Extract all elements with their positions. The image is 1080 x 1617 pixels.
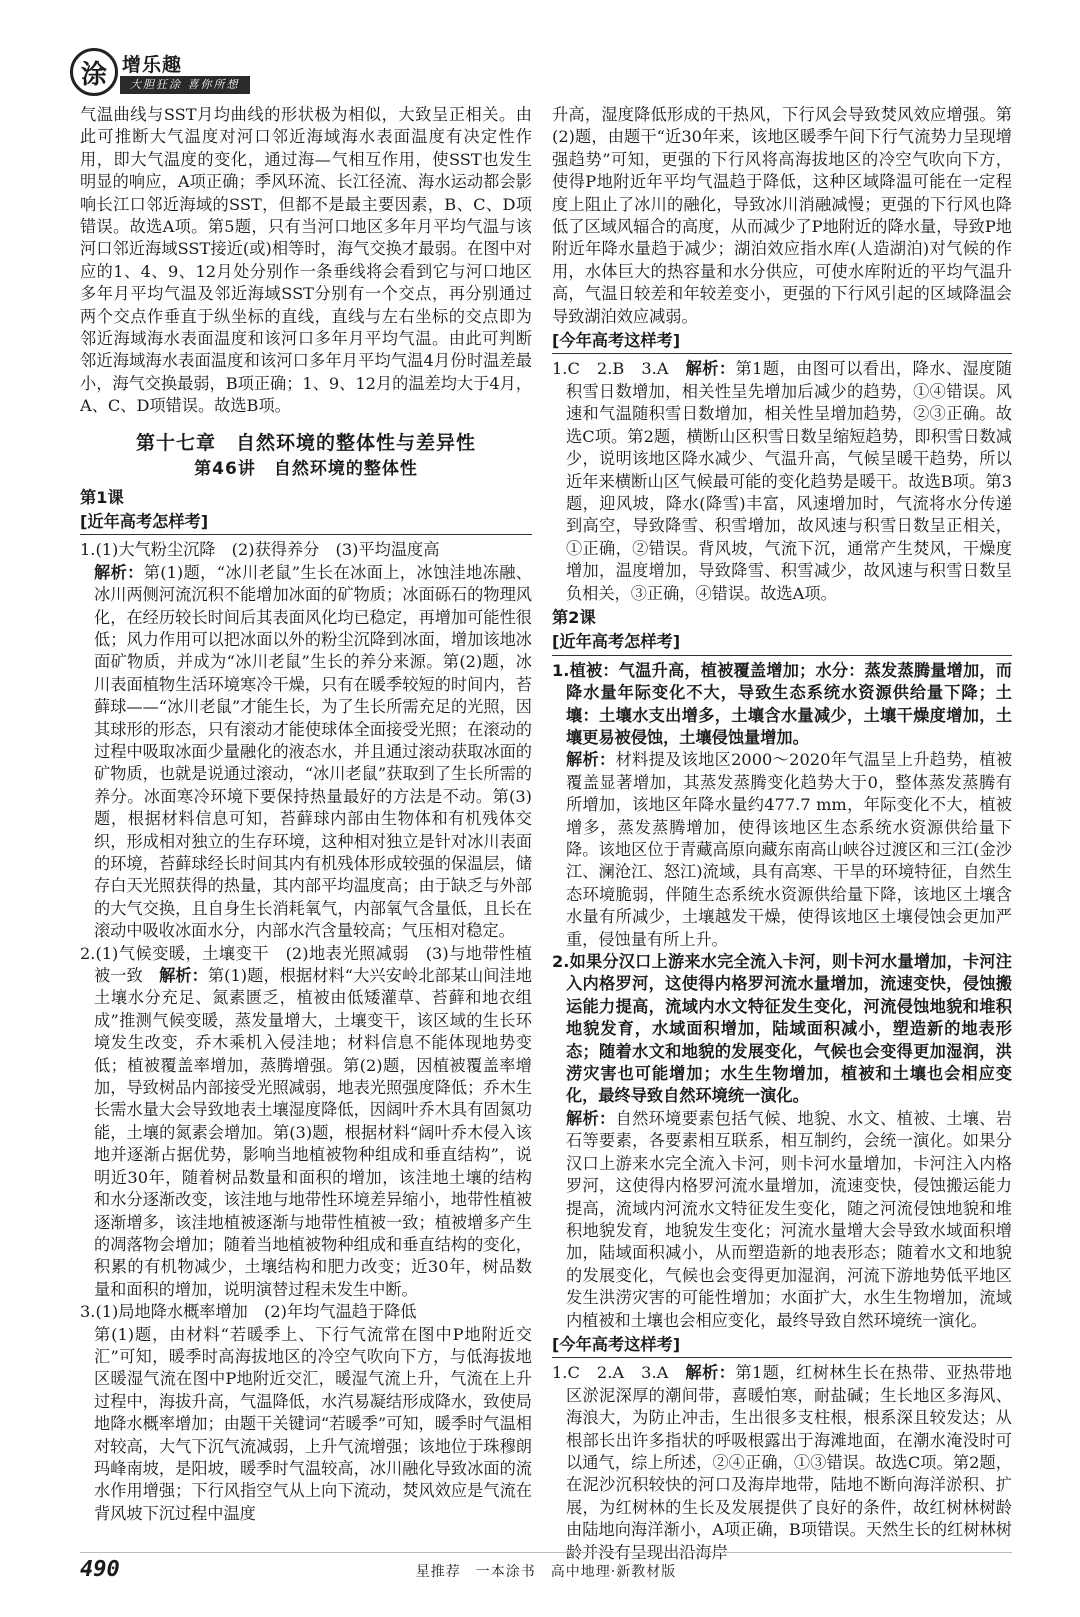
analysis-label: 解析： [566, 750, 616, 770]
answer-q2-head: 2.(1)气候变暖，土壤变干 (2)地表光照减弱 (3)与地带性植被一致 [80, 943, 532, 986]
brand-name: 增乐趣 [122, 54, 183, 76]
answer-q1 [80, 539, 532, 942]
footer-book-title: 星推荐 一本涂书 高中地理·新教材版 [415, 1564, 677, 1580]
answer-r2 [552, 951, 1012, 1332]
answer-q3-body: 第(1)题，由材料“若暖季上、下行气流常在图中P地附近交汇”可知，暖季时高海拔地区的冷空气吹向下方，与低海拔地区暖湿气流在图中P地附近交汇，暖湿气流上升，气流在上升过程中，海拔升高，气温降低，水汽易凝结形成降水，致使局地降水概率增加；由题干关键词“若暖季”可知，暖季时气温相对较高，大气下沉气流减弱，上升气流增强；该地位于珠穆朗玛峰南坡，是阳坡，暖季时气温较高，冰川融化导致冰面的流水作用增强；下行风指空气从上向下流动，焚风效应是气流在背风坡下沉过程中温度 [94, 1324, 532, 1523]
answer-q3-head: 3.(1)局地降水概率增加 (2)年均气温趋于降低 [80, 1302, 417, 1322]
answer-q2 [80, 943, 532, 1302]
answer-r2-head: 2.如果分汉口上游来水完全流入卡河，则卡河水量增加，卡河注入内格罗河，这使得内格罗河流水量增加，流速变快，侵蚀搬运能力提高，流域内水文特征发生变化，河流侵蚀地貌和堆积地貌发育，水域面积增加，陆域面积减小，塑造新的地表形态；随着水文和地貌的发展变化，气候也会变得更加湿润，洪涝灾害也可能增加；水生生物增加，植被和土壤也会相应变化，最终导致自然环境统一演化。 [552, 952, 1012, 1106]
answer-r1-body: 材料提及该地区2000～2020年气温呈上升趋势，植被覆盖显著增加，其蒸发蒸腾变化趋势大于0，整体蒸发蒸腾有所增加，该地区年降水量约477.7 mm，年际变化不大，植被增多，蒸发蒸腾增加，使得该地区生态系统水资源供给量下降。该地区位于青藏高原向藏东南高山峡谷过渡区和三江(金沙江、澜沧江、怒江)流域，具有高寒、干旱的环境特征，自然生态环境脆弱，伴随生态系统水资源供给量下降，该地区土壤含水量有所减少，土壤越发干燥，使得该地区土壤侵蚀会更加严重，侵蚀量有所上升。 [566, 750, 1013, 949]
left-column [80, 104, 532, 1525]
answer-block-1-body: 第1题，由图可以看出，降水、湿度随积雪日数增加，相关性呈先增加后减少的趋势，①④错误。风速和气温随积雪日数增加，相关性呈增加趋势，②③正确。故选C项。第2题，横断山区积雪日数呈缩短趋势，即积雪日数减少，说明该地区降水减少、气温升高，气候呈暖干趋势，所以近年来横断山区气候最可能的变化趋势是暖干。故选B项。第3题，迎风坡，降水(降雪)丰富，风速增加时，气流将水分传递到高空，导致降雪、积雪增加，故风速与积雪日数呈正相关，①正确，②错误。背风坡，气流下沉，通常产生焚风，干燥度增加，温度增加，导致降雪、积雪减少，故风速与积雪日数呈负相关，③正确，④错误。故选A项。 [566, 359, 1012, 603]
intro-paragraph: 气温曲线与SST月均曲线的形状极为相似，大致呈正相关。由此可推断大气温度对河口邻近海域海水表面温度有决定性作用，即大气温度的变化，通过海—气相互作用，使SST也发生明显的响应，A项正确；季风环流、长江径流、海水运动都会影响长江口邻近海域的SST，但都不是最主要因素，B、C、D项错误。故选A项。第5题，只有当河口地区多年月平均气温与该河口邻近海域SST接近(或)相等时，海气交换才最弱。在图中对应的1、4、9、12月处分别作一条垂线将会看到它与河口地区多年月平均气温及邻近海域SST分别有一个交点，再分别通过两个交点作垂直于纵坐标的直线，直线与左右坐标的交点即为邻近海域海水表面温度和该河口多年月平均气温。由此可判断邻近海域海水表面温度和该河口多年月平均气温4月份时温差最小，海气交换最弱，B项正确；1、9、12月的温差均大于4月，A、C、D项错误。故选B项。 [80, 105, 532, 416]
analysis-label: 解析： [94, 562, 144, 582]
analysis-label: 解析： [685, 359, 736, 379]
lesson-heading: 第2课 [552, 607, 596, 627]
answer-block-2-head: 1.C 2.A 3.A [552, 1363, 686, 1383]
lesson-heading: 第1课 [80, 487, 124, 507]
answer-q1-body: 第(1)题，“冰川老鼠”生长在冰面上，冰蚀洼地冻融、冰川两侧河流沉积不能增加冰面的矿物质；冰面砾石的物理风化，在经历较长时间后其表面风化均已稳定，再增加可能性很低；风力作用可以把冰面以外的粉尘沉降到冰面，增加该地冰面矿物质，并成为“冰川老鼠”生长的养分来源。第(2)题，冰川表面植物生活环境寒冷干燥，只有在暖季较短的时间内，苔藓球——“冰川老鼠”才能生长，为了生长所需充足的光照，因其球形的形态，只有滚动才能使球体全面接受光照；在滚动的过程中吸取冰面少量融化的液态水，并且通过滚动获取冰面的矿物质，也就是说通过滚动，“冰川老鼠”获取到了生长所需的养分。冰面寒冷环境下要保持热量最好的方法是不动。第(3)题，根据材料信息可知，苔藓球内部由生物体和有机残体交织，形成相对独立的生存环境，这种相对独立是针对冰川表面的环境，苔藓球经长时间其内有机残体形成较强的保温层，储存白天光照获得的热量，其内部平均温度高；由于缺乏与外部的大气交换，且自身生长消耗氧气，内部氧气含量低，且长在滚动中吸收冰面水分，内部水汽含量较高；气压相对稳定。 [94, 562, 532, 941]
answer-q3 [80, 1301, 532, 1525]
section-heading: [近年高考怎样考] [80, 511, 532, 535]
answer-q1-head: 1.(1)大气粉尘沉降 (2)获得养分 (3)平均温度高 [80, 540, 440, 560]
page-number: 490 [80, 1557, 120, 1582]
analysis-label: 解析： [159, 966, 208, 986]
brand-logo [70, 48, 290, 100]
lecture-title: 第46讲 自然环境的整体性 [194, 459, 418, 480]
logo-mark: 涂 [70, 48, 118, 96]
analysis-label: 解析： [566, 1108, 616, 1128]
answer-r1 [552, 660, 1012, 951]
answer-r2-body: 自然环境要素包括气候、地貌、水文、植被、土壤、岩石等要素，各要素相互联系，相互制约，会统一演化。如果分汉口上游来水完全流入卡河，则卡河水量增加，卡河注入内格罗河，这使得内格罗河流水量增加，流速变快，侵蚀搬运能力提高，流域内河流水文特征发生变化，随之河流侵蚀地貌和堆积地貌发育，地貌发生变化；河流水量增大会导致水域面积增加，陆域面积减小，从而塑造新的地表形态；随着水文和地貌的发展变化，气候也会变得更加湿润，河流下游地势低平地区发生洪涝灾害的可能性增加；水面扩大，水生生物增加，流域内植被和土壤也会相应变化，最终导致自然环境统一演化。 [566, 1108, 1012, 1330]
brand-slogan: 大胆狂涂 喜你所想 [120, 76, 250, 94]
section-heading: [近年高考怎样考] [552, 631, 1012, 655]
analysis-label: 解析： [685, 1363, 736, 1383]
continued-paragraph: 升高，湿度降低形成的干热风，下行风会导致焚风效应增强。第(2)题，由题干“近30年来，该地区暖季午间下行气流势力呈现增强趋势”可知，更强的下行风将高海拔地区的冷空气吹向下方，使得P地附近年平均气温趋于降低，这种区域降温可能在一定程度上阻止了冰川的融化，导致冰川消融减慢；更强的下行风也降低了区域风辐合的高度，从而减少了P地附近的降水量，导致P地附近年降水量趋于减少；湖泊效应指水库(人造湖泊)对气候的作用，水体巨大的热容量和水分供应，可使水库附近的平均气温升高，气温日较差和年较差变小，更强的下行风引起的区域降温会导致湖泊效应减弱。 [552, 105, 1012, 326]
section-heading: [今年高考这样考] [552, 1334, 1012, 1358]
answer-block-1 [552, 358, 1012, 604]
answer-q2-body: 第(1)题，根据材料“大兴安岭北部某山间洼地土壤水分充足、氮素匮乏，植被由低矮灌草、苔藓和地衣组成”推测气候变暖，蒸发量增大，土壤变干，该区域的生长环境发生改变，乔木乘机入侵洼地；材料信息不能体现地势变低；植被覆盖率增加，蒸腾增强。第(2)题，因植被覆盖率增加，导致树品内部接受光照减弱，地表光照强度降低；乔木生长需水量大会导致地表土壤湿度降低，因阔叶乔木具有固氮功能，土壤的氮素会增加。第(3)题，根据材料“阔叶乔木侵入该地并逐渐占据优势，影响当地植被物种组成和垂直结构”，说明近30年，随着树品数量和面积的增加，该洼地土壤的结构和水分逐渐改变，该洼地与地带性环境差异缩小，地带性植被逐渐增多，该洼地植被逐渐与地带性植被一致；植被增多产生的凋落物会增加；随着当地植被物种组成和垂直结构的变化，积累的有机物减少，土壤结构和肥力改变；近30年，树品数量和面积的增加，说明演替过程未发生中断。 [94, 966, 533, 1299]
answer-block-1-head: 1.C 2.B 3.A [552, 359, 686, 379]
answer-block-2-body: 第1题，红树林生长在热带、亚热带地区淤泥深厚的潮间带，喜暖怕寒，耐盐碱；生长地区多海风、海浪大，为防止冲击，生出很多支柱根，根系深且较发达；从根部长出许多指状的呼吸根露出于海滩地面，在潮水淹没时可以通气，综上所述，②④正确，①③错误。故选C项。第2题，在泥沙沉积较快的河口及海岸地带，陆地不断向海洋淤积、扩展，为红树林的生长及发展提供了良好的条件，故红树林树龄由陆地向海洋渐小，A项正确，B项错误。天然生长的红树林树龄并没有呈现出沿海岸 [566, 1363, 1012, 1562]
page-footer [80, 1552, 1012, 1583]
answer-block-2 [552, 1362, 1012, 1564]
chapter-title: 第十七章 自然环境的整体性与差异性 [135, 431, 476, 454]
section-heading: [今年高考这样考] [552, 330, 1012, 354]
answer-r1-head: 1.植被：气温升高，植被覆盖增加；水分：蒸发蒸腾量增加，而降水量年际变化不大，导致生态系统水资源供给量下降；土壤：土壤水支出增多，土壤含水量减少，土壤干燥度增加，土壤更易被侵蚀，土壤侵蚀量增加。 [552, 660, 1012, 747]
right-column [552, 104, 1012, 1564]
